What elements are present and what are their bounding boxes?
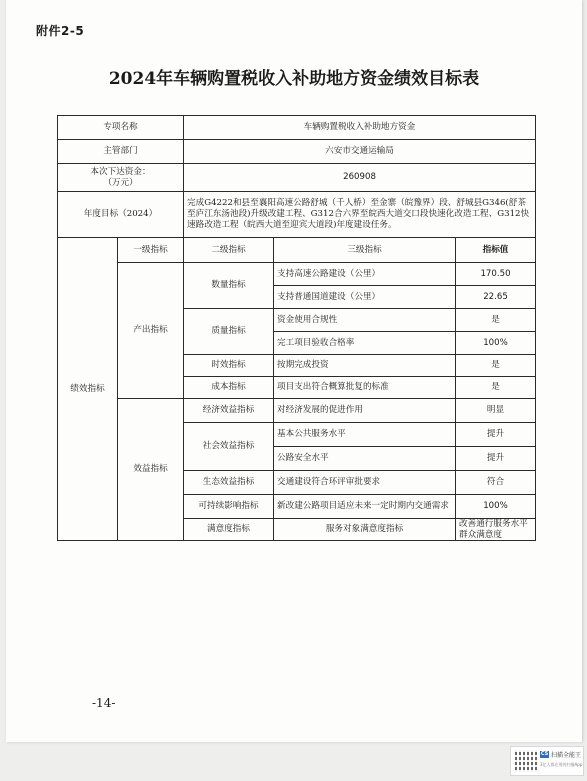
indicator-name: 对经济发展的促进作用 [274, 399, 456, 423]
funds-label [58, 164, 184, 192]
indicator-value: 是 [456, 355, 536, 377]
indicator-value: 提升 [456, 423, 536, 447]
funds-label-line1: 本次下达资金： [90, 166, 151, 177]
indicator-name: 新改建公路项目适应未来一定时期内交通需求 [274, 495, 456, 519]
page-number: -14- [92, 696, 116, 710]
camscanner-tagline: 3亿人都在用的扫描App [540, 762, 583, 767]
indicator-value: 100% [456, 332, 536, 355]
funds-value: 260908 [184, 164, 536, 192]
header-level3: 三级指标 [274, 238, 456, 263]
level2-cost: 成本指标 [184, 377, 274, 399]
header-target: 指标值 [456, 238, 536, 263]
indicator-value: 明显 [456, 399, 536, 423]
funds-label-line2: （万元） [103, 177, 138, 188]
department-label: 主管部门 [58, 140, 184, 164]
attachment-label: 附件2-5 [36, 24, 85, 38]
table-row [58, 192, 536, 238]
camscanner-logo: CS [540, 751, 549, 757]
project-name-value: 车辆购置税收入补助地方资金 [184, 116, 536, 140]
group-output: 产出指标 [118, 263, 184, 399]
table-row [58, 263, 536, 286]
group-satisfaction: 满意度指标 [184, 519, 274, 541]
table-row [58, 140, 536, 164]
level2-quantity: 数量指标 [184, 263, 274, 309]
indicator-name: 支持高速公路建设（公里） [274, 263, 456, 286]
annual-goal-label: 年度目标（2024） [58, 192, 184, 238]
document-page [6, 0, 582, 742]
indicator-name: 基本公共服务水平 [274, 423, 456, 447]
camscanner-name: 扫描全能王 [551, 752, 582, 759]
indicator-value: 170.50 [456, 263, 536, 286]
performance-indicators-label: 绩效指标 [58, 238, 118, 541]
indicator-name: 改善通行服务水平群众满意度 [456, 519, 536, 541]
group-benefit: 效益指标 [118, 399, 184, 541]
table-row [58, 399, 536, 423]
department-value: 六安市交通运输局 [184, 140, 536, 164]
indicator-name: 交通建设符合环评审批要求 [274, 471, 456, 495]
annual-goal-value: 完成G4222和县至襄阳高速公路舒城（千人桥）至金寨（皖豫界）段、舒城县G346(舒茶至庐江东汤池段)升级改建工程、G312合六界至皖西大道交口段快速化改造工程、G312快速路改造工程（皖西大道至迎宾大道段)年度建设任务。 [184, 192, 536, 238]
performance-table [57, 115, 536, 541]
indicator-name: 资金使用合规性 [274, 309, 456, 332]
header-level2: 二级指标 [184, 238, 274, 263]
indicator-name: 项目支出符合概算批复的标准 [274, 377, 456, 399]
indicator-value: 100% [456, 495, 536, 519]
qr-code-icon [515, 750, 537, 772]
level2-timeliness: 时效指标 [184, 355, 274, 377]
indicator-name: 按期完成投资 [274, 355, 456, 377]
indicator-value: 22.65 [456, 286, 536, 309]
level2-quality: 质量指标 [184, 309, 274, 355]
level2-service-satisfaction: 服务对象满意度指标 [274, 519, 456, 541]
table-row [58, 238, 536, 263]
table-row [58, 116, 536, 140]
header-level1: 一级指标 [118, 238, 184, 263]
page-title: 2024年车辆购置税收入补助地方资金绩效目标表 [108, 69, 480, 89]
scanner-watermark [510, 746, 584, 776]
level2-ecological: 生态效益指标 [184, 471, 274, 495]
indicator-name: 公路安全水平 [274, 447, 456, 471]
indicator-value: 符合 [456, 471, 536, 495]
indicator-name: 完工项目验收合格率 [274, 332, 456, 355]
project-name-label: 专项名称 [58, 116, 184, 140]
level2-social: 社会效益指标 [184, 423, 274, 471]
indicator-name: 支持普通国道建设（公里） [274, 286, 456, 309]
level2-economic: 经济效益指标 [184, 399, 274, 423]
indicator-value: 提升 [456, 447, 536, 471]
table-row [58, 164, 536, 192]
indicator-value: 是 [456, 377, 536, 399]
level2-sustainable: 可持续影响指标 [184, 495, 274, 519]
indicator-value: 是 [456, 309, 536, 332]
